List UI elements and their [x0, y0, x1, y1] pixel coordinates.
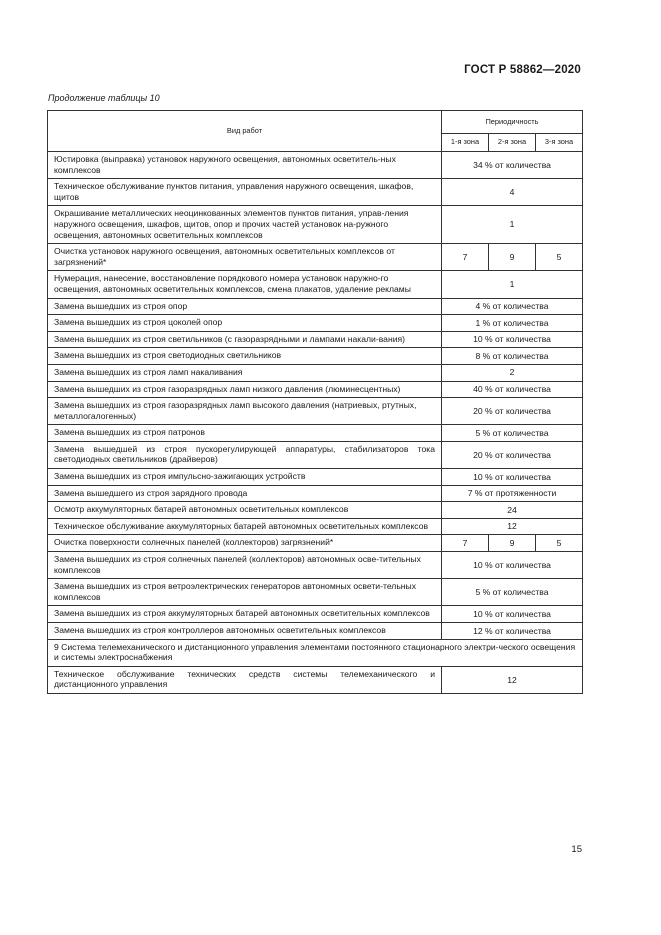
- table-row: [48, 244, 583, 271]
- table-row: [48, 152, 583, 179]
- header-zone-1: 1-я зона: [442, 134, 489, 152]
- header-periodicity: Периодичность: [442, 111, 583, 134]
- periodicity-value: 5 % от количества: [442, 425, 583, 442]
- table-section-row: [48, 639, 583, 666]
- work-description: Юстировка (выправка) установок наружного освещения, автономных осветитель-ных комплексов: [48, 152, 442, 179]
- table-row: [48, 425, 583, 442]
- table-row: [48, 579, 583, 606]
- work-description: Техническое обслуживание пунктов питания, управления наружного освещения, шкафов, щитов: [48, 179, 442, 206]
- table-row: [48, 298, 583, 315]
- work-description: Замена вышедшей из строя пускорегулирующей аппаратуры, стабилизаторов тока светодиодных светильников (драйверов): [48, 441, 442, 468]
- page-number: 15: [571, 844, 582, 855]
- work-description: Замена вышедших из строя цоколей опор: [48, 315, 442, 332]
- table-row: [48, 398, 583, 425]
- periodicity-value: 7 % от протяженности: [442, 485, 583, 502]
- work-description: Очистка установок наружного освещения, автономных осветительных комплексов от загрязнений*: [48, 244, 442, 271]
- periodicity-value: 5 % от количества: [442, 579, 583, 606]
- periodicity-value: 2: [442, 364, 583, 381]
- work-description: Техническое обслуживание аккумуляторных батарей автономных осветительных комплексов: [48, 518, 442, 535]
- periodicity-value: 1: [442, 206, 583, 244]
- table-row: [48, 331, 583, 348]
- work-description: Замена вышедших из строя патронов: [48, 425, 442, 442]
- table-row: [48, 364, 583, 381]
- table-row: [48, 348, 583, 365]
- periodicity-value: 20 % от количества: [442, 441, 583, 468]
- table-row: [48, 179, 583, 206]
- periodicity-value: 12: [442, 518, 583, 535]
- header-work-type: Вид работ: [48, 111, 442, 152]
- work-description: Окрашивание металлических неоцинкованных элементов пунктов питания, управ-ления наружного освещения, шкафов, щитов, опор и прочих частей установок на-ружного освещения, автономных осветительных комплексов: [48, 206, 442, 244]
- zone-1-value: 7: [442, 244, 489, 271]
- table-row: [48, 206, 583, 244]
- work-description: Замена вышедших из строя светодиодных светильников: [48, 348, 442, 365]
- table-row: [48, 381, 583, 398]
- zone-3-value: 5: [536, 535, 583, 552]
- table-body: [48, 152, 583, 694]
- work-description: Замена вышедших из строя ветроэлектрических генераторов автономных освети-тельных комплексов: [48, 579, 442, 606]
- section-title: 9 Система телемеханического и дистанционного управления элементами постоянного стационарного электри-ческого освещения и системы электроснабжения: [48, 639, 583, 666]
- work-description: Замена вышедших из строя опор: [48, 298, 442, 315]
- work-description: Осмотр аккумуляторных батарей автономных осветительных комплексов: [48, 502, 442, 519]
- table-row: [48, 502, 583, 519]
- periodicity-value: 10 % от количества: [442, 331, 583, 348]
- periodicity-value: 10 % от количества: [442, 552, 583, 579]
- header-zone-2: 2-я зона: [489, 134, 536, 152]
- periodicity-value: 1 % от количества: [442, 315, 583, 332]
- periodicity-value: 40 % от количества: [442, 381, 583, 398]
- zone-2-value: 9: [489, 244, 536, 271]
- table-row: [48, 535, 583, 552]
- periodicity-value: 24: [442, 502, 583, 519]
- periodicity-value: 8 % от количества: [442, 348, 583, 365]
- table-row: [48, 469, 583, 486]
- table-row: [48, 623, 583, 640]
- work-description: Замена вышедшего из строя зарядного провода: [48, 485, 442, 502]
- work-description: Замена вышедших из строя контроллеров автономных осветительных комплексов: [48, 623, 442, 640]
- zone-3-value: 5: [536, 244, 583, 271]
- header-zone-3: 3-я зона: [536, 134, 583, 152]
- periodicity-value: 20 % от количества: [442, 398, 583, 425]
- work-description: Замена вышедших из строя светильников (с газоразрядными и лампами накали-вания): [48, 331, 442, 348]
- periodicity-value: 10 % от количества: [442, 606, 583, 623]
- zone-2-value: 9: [489, 535, 536, 552]
- table-row: [48, 666, 583, 693]
- work-description: Очистка поверхности солнечных панелей (коллекторов) загрязнений*: [48, 535, 442, 552]
- work-description: Замена вышедших из строя солнечных панелей (коллекторов) автономных осве-тительных комплексов: [48, 552, 442, 579]
- periodicity-value: 4: [442, 179, 583, 206]
- table-row: [48, 315, 583, 332]
- standard-code: ГОСТ Р 58862—2020: [464, 64, 581, 76]
- periodicity-value: 10 % от количества: [442, 469, 583, 486]
- table-row: [48, 441, 583, 468]
- work-description: Замена вышедших из строя ламп накаливания: [48, 364, 442, 381]
- periodicity-value: 12: [442, 666, 583, 693]
- table-row: [48, 518, 583, 535]
- works-periodicity-table: [47, 110, 583, 694]
- periodicity-value: 12 % от количества: [442, 623, 583, 640]
- work-description: Замена вышедших из строя аккумуляторных батарей автономных осветительных комплексов: [48, 606, 442, 623]
- work-description: Замена вышедших из строя газоразрядных ламп высокого давления (натриевых, ртутных, металлогалогенных): [48, 398, 442, 425]
- periodicity-value: 34 % от количества: [442, 152, 583, 179]
- zone-1-value: 7: [442, 535, 489, 552]
- work-description: Нумерация, нанесение, восстановление порядкового номера установок наружно-го освещения, автономных осветительных комплексов, смена плакатов, удаление рекламы: [48, 271, 442, 298]
- table-row: [48, 271, 583, 298]
- work-description: Замена вышедших из строя газоразрядных ламп низкого давления (люминесцентных): [48, 381, 442, 398]
- table-row: [48, 552, 583, 579]
- periodicity-value: 1: [442, 271, 583, 298]
- work-description: Техническое обслуживание технических средств системы телемеханического и дистанционного управления: [48, 666, 442, 693]
- table-caption: Продолжение таблицы 10: [48, 93, 160, 103]
- periodicity-value: 4 % от количества: [442, 298, 583, 315]
- table-row: [48, 485, 583, 502]
- work-description: Замена вышедших из строя импульсно-зажигающих устройств: [48, 469, 442, 486]
- table-row: [48, 606, 583, 623]
